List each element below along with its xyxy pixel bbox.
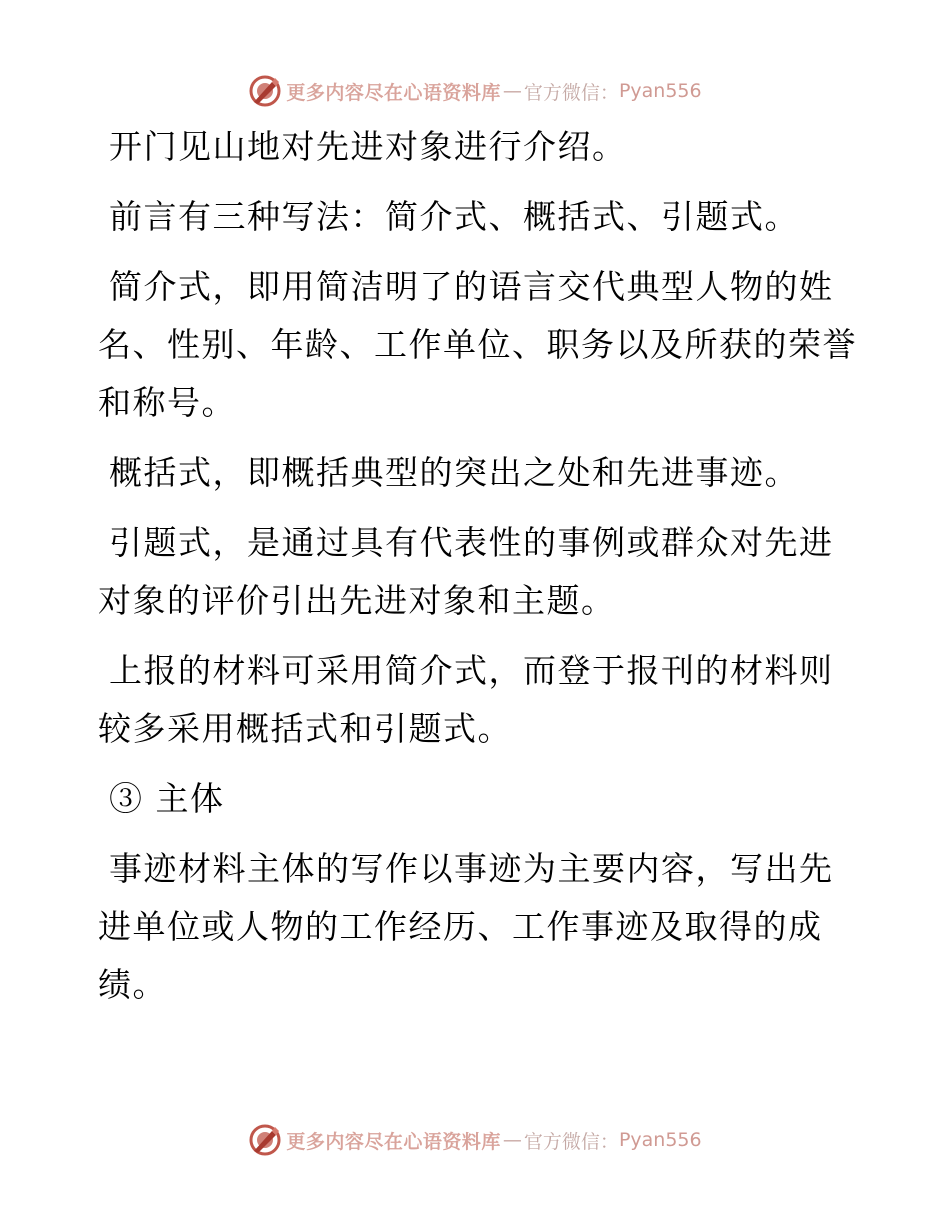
watermark-separator: — bbox=[502, 1129, 522, 1151]
paragraph-main-body: 事迹材料主体的写作以事迹为主要内容，写出先进单位或人物的工作经历、工作事迹及取得的成绩。 bbox=[98, 849, 834, 1004]
paragraph-usage: 上报的材料可采用简介式，而登于报刊的材料则较多采用概括式和引题式。 bbox=[98, 651, 834, 748]
watermark-main-text: 更多内容尽在心语资料库 bbox=[286, 1130, 501, 1153]
watermark-label: 官方微信： bbox=[523, 1130, 619, 1153]
pen-logo-icon bbox=[248, 74, 282, 108]
pen-logo-icon bbox=[248, 1123, 282, 1157]
watermark-label: 官方微信： bbox=[523, 81, 619, 104]
paragraph-brief-style: 简介式，即用简洁明了的语言交代典型人物的姓名、性别、年龄、工作单位、职务以及所获的荣誉和称号。 bbox=[98, 267, 857, 422]
watermark-separator: — bbox=[502, 80, 522, 102]
paragraph-intro: 开门见山地对先进对象进行介绍。 bbox=[109, 127, 627, 166]
header-watermark bbox=[0, 71, 950, 111]
document-body bbox=[98, 118, 858, 1026]
paragraph-summary-style: 概括式，即概括典型的突出之处和先进事迹。 bbox=[109, 453, 799, 492]
watermark-id: Pyan556 bbox=[618, 80, 702, 102]
paragraph-preface-types: 前言有三种写法：简介式、概括式、引题式。 bbox=[109, 197, 799, 236]
paragraph-lead-style: 引题式，是通过具有代表性的事例或群众对先进对象的评价引出先进对象和主题。 bbox=[98, 523, 834, 620]
watermark-main-text: 更多内容尽在心语资料库 bbox=[286, 81, 501, 104]
watermark-id: Pyan556 bbox=[618, 1129, 702, 1151]
footer-watermark bbox=[0, 1120, 950, 1160]
section-heading-main-body: ③ 主体 bbox=[109, 779, 225, 818]
